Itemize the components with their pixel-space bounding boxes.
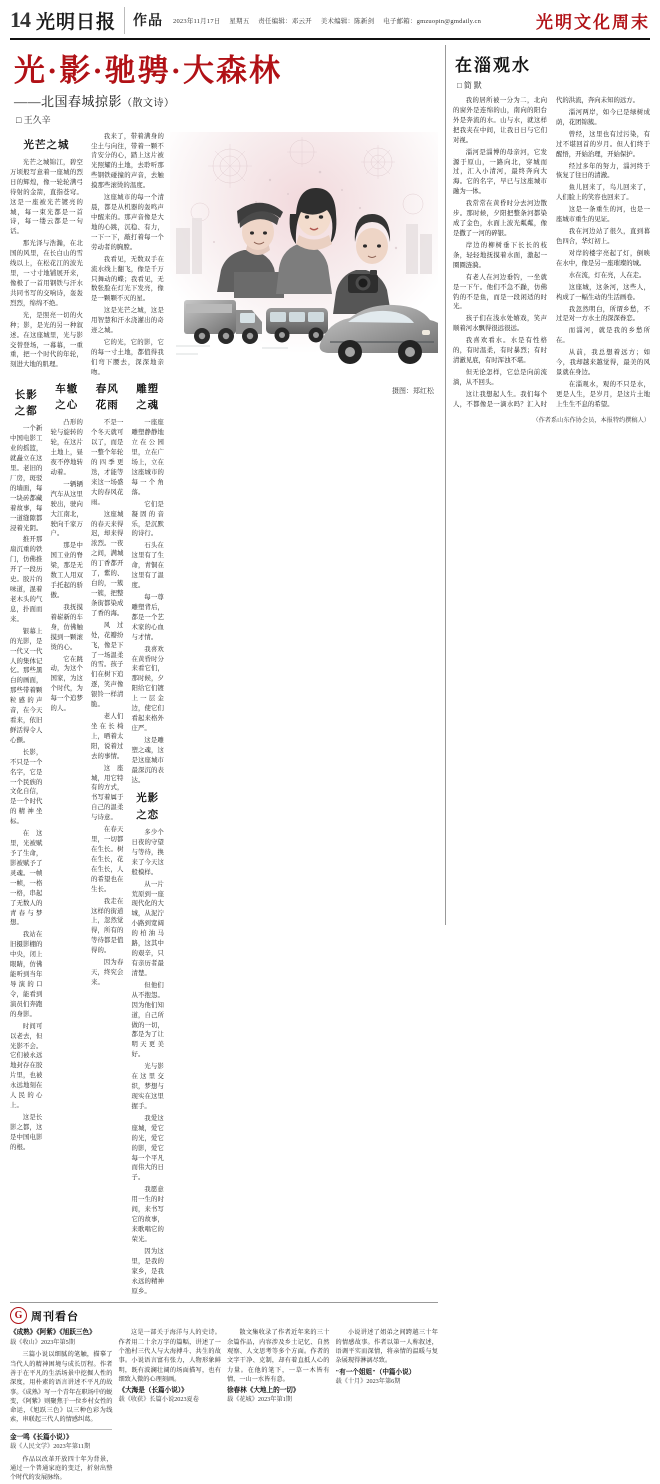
paragraph: 这座城，用它特有的方式，书写着属于自己的温柔与诗意。 bbox=[90, 764, 124, 822]
masthead bbox=[10, 6, 650, 40]
paragraph: 石头在这里有了生命，青铜在这里有了温度。 bbox=[131, 542, 164, 590]
book-title[interactable]: 徐春林《大地上的一切》 bbox=[226, 1387, 300, 1395]
paragraph: 它在跳动，为这个国家，为这个时代，为每一个追梦的人。 bbox=[50, 655, 83, 713]
paper-name: 光明日报 bbox=[36, 7, 125, 34]
book-desc bbox=[335, 1328, 437, 1365]
paragraph: 那光泽与浩瀚，在北国的风里，在长白山的雪线以上，在松花江的波光里，一寸寸地铺展开来，像极了一首用钢铁与汗水共同书写的交响诗，轰轰烈烈，绵绵不绝。 bbox=[10, 240, 83, 307]
paragraph: 时间可以老去，但光影不会。它们被永远地封存在胶片里，也被永远地刻在人民的心上。 bbox=[10, 1022, 43, 1110]
book-column bbox=[335, 1328, 437, 1484]
paragraph: 多少个日夜的守望与等待，换来了今天这般模样。 bbox=[131, 829, 164, 876]
weekday: 星期五 bbox=[229, 17, 250, 25]
g-logo-icon: G bbox=[10, 1307, 27, 1324]
paragraph: 我走在这样的街道上，忽然觉得，所有的等待都是值得的。 bbox=[90, 897, 124, 955]
section-block-2 bbox=[50, 382, 82, 714]
subsection-title-4: 雕塑之魂 bbox=[136, 383, 160, 412]
book-column bbox=[10, 1328, 112, 1484]
right-column bbox=[446, 45, 650, 925]
article-genre: （散文诗） bbox=[122, 97, 175, 109]
paragraph: 银幕上的光影，是一代又一代人的集体记忆。那些黑白的画面，那些带着颗粒感的声音，在今天看来，依旧鲜活得令人心颤。 bbox=[10, 627, 43, 744]
book-meta: 载《十月》2023年第6期 bbox=[335, 1377, 401, 1385]
subhead-text: ——北国春城掠影 bbox=[14, 93, 123, 109]
paragraph: 我在河边站了很久，直到暮色四合，华灯初上。 bbox=[555, 228, 650, 245]
paragraph: 光与影在这里交织，梦想与现实在这里握手。 bbox=[131, 1063, 164, 1110]
paragraph: 从前，我总想着远方；如今，我却越来越觉得，最美的风景就在身边。 bbox=[555, 349, 650, 377]
divider bbox=[10, 1429, 112, 1430]
paragraph: 我来了，带着满身的尘土与向往，带着一颗不肯安分的心，踏上这片被光照耀的土地，去聆听那些钢铁碰撞的声音，去触摸那些滚烫的温度。 bbox=[90, 132, 164, 190]
subsection-title-5: 光影之恋 bbox=[136, 793, 160, 821]
section-block-3 bbox=[91, 382, 123, 988]
paragraph: 这是雕塑之魂，这是这座城市最深沉的表达。 bbox=[131, 736, 164, 784]
section-label: 作品 bbox=[133, 14, 164, 29]
paragraph: 它的光，它的影，它的每一寸土地，都值得我们弯下腰去，深深地亲吻。 bbox=[90, 339, 164, 376]
paragraph: 我站在旧摄影棚的中央，闭上眼睛，仿佛能听到当年导演的口令，能看到演员们奔跑的身影。 bbox=[10, 931, 43, 1018]
paragraph: 这座城市的每一个清晨，都是从机器的轰鸣声中醒来的。那声音像是大地的心跳，沉稳、有力，一下一下，敲打着每一个劳动者的胸膛。 bbox=[90, 194, 164, 251]
paragraph: 长影，不只是一个名字，它是一个民族的文化自信，是一个时代的精神坐标。 bbox=[10, 748, 43, 826]
paragraph: 推开那扇沉重的铁门，仿佛推开了一段历史。胶片的味道，混着老木头的气息，扑面而来。 bbox=[10, 536, 43, 623]
book-title[interactable]: 《成熟》《阿紫》《旭跃三色》 bbox=[10, 1329, 96, 1337]
paragraph: 这是长影之都，这是中国电影的根。 bbox=[10, 1113, 43, 1151]
paragraph: 淄河两岸，如今已是绿树成荫，花团锦簇。 bbox=[555, 108, 650, 126]
paragraph: 凸形的轮与旋转的轮，在这片土地上，昼夜不停地转动着。 bbox=[50, 419, 83, 476]
weekly-recommend-label: 周刊看台 bbox=[31, 1310, 79, 1323]
subsection-title-3: 春风花雨 bbox=[95, 383, 119, 412]
book-meta: 载《收获》长篇小说2023夏卷 bbox=[118, 1396, 199, 1404]
paragraph: 但他们从不抱怨。因为他们知道，自己所做的一切，都是为了让明天更美好。 bbox=[131, 981, 164, 1059]
book-meta: 载《人民文学》2023年第11期 bbox=[10, 1442, 91, 1450]
paragraph: 一个新中国电影工业的摇篮，就矗立在这里。老旧的厂房，斑驳的墙面，每一块砖都藏着故事，每一道缝隙都浸着光阴。 bbox=[10, 425, 43, 532]
art-editor: 美术编辑：陈新剑 bbox=[320, 17, 375, 25]
paragraph: 孩子们在浅水处嬉戏，笑声顺着河水飘得很远很远。 bbox=[452, 315, 547, 333]
illustration-wrap bbox=[170, 132, 438, 400]
page-number: 14 bbox=[10, 7, 30, 32]
paragraph: 一辆辆汽车从这里驶出，驶向大江南北，驶向千家万户。 bbox=[50, 480, 83, 538]
weekly-recommend-block bbox=[10, 1302, 438, 1484]
paragraph: 这是一条重生的河，也是一座城市重生的见证。 bbox=[555, 206, 650, 224]
paragraph: 我愿意用一生的时间，来书写它的故事，来歌唱它的荣光。 bbox=[131, 1186, 164, 1243]
paragraph: 因为这里，是我的家乡，是我永远的精神原乡。 bbox=[131, 1247, 164, 1295]
paragraph: 我爱这座城，爱它的光，爱它的影，爱它每一个平凡而伟大的日子。 bbox=[131, 1114, 164, 1182]
right-article-sign: （作者系山东作协会员，本报特约撰稿人） bbox=[532, 416, 650, 424]
paragraph: 老人们坐在长椅上，晒着太阳，说着过去的事情。 bbox=[90, 713, 124, 760]
book-desc bbox=[118, 1328, 220, 1384]
paragraph: 水在流，灯在亮，人在走。 bbox=[568, 271, 646, 279]
paragraph: 因为春天，终究会来。 bbox=[90, 959, 124, 986]
book-desc bbox=[10, 1350, 112, 1424]
book-column bbox=[118, 1328, 220, 1484]
paragraph: 光，是照亮一切的火种；影，是光的另一种叙述。在这座城里，光与影交替登场，一幕幕，一重重，把一个时代的年轮，刻进大地的肌理。 bbox=[10, 311, 83, 369]
paragraph: 散文集收录了作者近年来的三十余篇作品，内容涉及乡土记忆、自然观察、人文思考等多个方面。作者的文字干净、克制，却有着直抵人心的力量。在他的笔下，一草一木皆有情，一山一水皆有意。 bbox=[226, 1329, 330, 1383]
book-column bbox=[227, 1328, 329, 1484]
paragraph: 淄河是淄博的母亲河，它发源于原山，一路向北，穿城而过，汇入小清河，最终奔向大海。它的名字，早已与这座城市融为一体。 bbox=[452, 148, 547, 196]
article-byline: □ 王久辛 bbox=[16, 114, 51, 125]
article-body-top bbox=[10, 132, 164, 378]
left-column bbox=[10, 45, 446, 1482]
subsection-title-0: 光芒之城 bbox=[23, 139, 70, 151]
page-title: 光·影·驰骋·大森林 bbox=[14, 53, 283, 88]
paragraph: 不是一个冬天就可以了，而是一整个年轮的四季更迭，才能等来这一场盛大的春风花雨。 bbox=[90, 419, 124, 506]
paragraph: 每一尊雕塑背后，都是一个艺术家的心血与才情。 bbox=[131, 593, 164, 641]
paragraph: 它们是凝固的音乐，是沉默的诗行。 bbox=[131, 500, 164, 538]
paragraph: 光芒之城锦江，碧空万顷般写意着一座城的烈日的辉煌，像一轮轮满弓待射的金箭，直指苍穹。这是一座被光芒镀亮的城，每一束光都是一首诗，每一缕云都是一句话。 bbox=[10, 158, 83, 236]
paragraph: 在淄观水，观的不只是水，更是人生，是岁月，是这片土地上生生不息的希望。 bbox=[555, 380, 650, 408]
book-meta: 载《花城》2023年第1期 bbox=[226, 1396, 292, 1404]
article-subhead bbox=[14, 91, 438, 110]
paragraph: 小说讲述了姐弟之间跨越三十年的情感故事。作者以第一人称叙述，语调平实而深情，将亲情的温暖与复杂展现得淋漓尽致。 bbox=[335, 1329, 438, 1365]
paragraph: 这座城的春天来得迟，却来得浓烈。一夜之间，满城的丁香都开了，紫的、白的，一簇一簇，把整条街都染成了香的海。 bbox=[90, 510, 124, 617]
paragraph: 从一片荒原到一座现代化的大城，从泥泞小路到宽阔的柏油马路，这其中的艰辛，只有亲历者最清楚。 bbox=[131, 880, 164, 977]
paragraph: 三篇小说以细腻的笔触，描摹了当代人的精神困境与成长历程。作者善于在平凡的生活场景中挖掘人性的深度，用朴素的语言讲述不平凡的故事。《成熟》写一个青年在职场中的蜕变，《阿紫》则聚焦于一位乡村女性的命运，《旭跃三色》以三种色彩为线索，串联起三代人的情感纠葛。 bbox=[10, 1351, 113, 1424]
paragraph: 有老人在河边垂钓，一坐就是一下午。他们不急不躁，仿佛钓的不是鱼，而是一段闲适的时光。 bbox=[452, 273, 547, 311]
paragraph: 我喜欢在黄昏时分来看它们，那时候，夕阳给它们镀上一层金边，使它们看起来格外庄严。 bbox=[131, 645, 164, 732]
paragraph: 在春天里，一切都在生长。树在生长，花在生长，人的希望也在生长。 bbox=[90, 826, 124, 893]
paragraph: 这让我想起人生。我们每个人，不都像是一滴水吗？汇入时代的洪流，奔向未知的远方。 bbox=[452, 97, 640, 408]
paragraph: 这座城，这条河，这些人，构成了一幅生动的生活画卷。 bbox=[555, 283, 650, 301]
email: 电子邮箱：gmzuopin@gmdaily.cn bbox=[383, 17, 482, 25]
paragraph: 我看见，无数双手在流水线上翻飞，像是千万只舞动的蝶；我看见，无数张脸在灯光下发亮，像是一颗颗不灭的星。 bbox=[90, 255, 164, 303]
paragraph: 一座座雕塑静静地立在公园里，立在广场上，立在这座城市的每一个角落。 bbox=[131, 419, 164, 496]
paragraph: 我忽然明白，所谓乡愁，不过是对一方水土的深深眷恋。 bbox=[555, 305, 650, 323]
book-title[interactable]: 《大海是（长篇小说）》 bbox=[118, 1387, 188, 1395]
book-meta: 载《收山》2023年第5期 bbox=[10, 1338, 75, 1346]
paragraph: 这是光芒之城，这是用智慧和汗水浇灌出的奇迹之城。 bbox=[90, 307, 164, 335]
photo-credit: 摄图：郑红松 bbox=[391, 386, 434, 395]
subsection-title-2: 车辙之心 bbox=[55, 383, 79, 412]
paragraph: 在这里，光被赋予了生命，影被赋予了灵魂。一帧一帧，一格一格，串起了无数人的青春与梦想。 bbox=[10, 830, 43, 927]
paragraph: 曾经，这里也有过污染，有过不堪回首的岁月。但人们终于醒悟，开始治理，开始保护。 bbox=[555, 130, 650, 158]
paragraph: 我抚摸着崭新的车身，仿佛触摸到一颗滚烫的心。 bbox=[50, 603, 83, 651]
right-article-byline: □ 简 默 bbox=[456, 81, 482, 90]
book-title[interactable]: "有一个姐姐"（中篇小说） bbox=[335, 1368, 416, 1376]
book-title[interactable]: 金一鸣《长篇小说）》 bbox=[10, 1433, 73, 1441]
section-block-1 bbox=[10, 388, 42, 1153]
page-content bbox=[10, 45, 650, 1482]
article-body-main bbox=[10, 382, 164, 1297]
subsection-title-1: 长影之都 bbox=[14, 389, 38, 418]
publish-date: 2023年11月17日 bbox=[173, 17, 221, 25]
paragraph: 作品以改革开放四十年为背景，通过一个普通家庭的变迁，折射出整个时代的发展脉络。 bbox=[10, 1455, 113, 1482]
weekly-recommend-header bbox=[10, 1307, 438, 1324]
paragraph: 经过多年的努力，淄河终于恢复了往日的清澈。 bbox=[555, 162, 650, 180]
weekly-section-title: 光明文化周末 bbox=[536, 12, 650, 32]
paragraph: 风过处，花瓣纷飞，像是下了一场温柔的雪。孩子们在树下追逐，笑声像银铃一样清脆。 bbox=[90, 621, 124, 709]
book-desc bbox=[227, 1328, 329, 1384]
book-desc bbox=[10, 1455, 112, 1483]
paragraph: 而淄河，就是我的乡愁所在。 bbox=[555, 327, 650, 345]
right-article-title: 在淄观水 bbox=[454, 56, 531, 75]
book-list bbox=[10, 1328, 438, 1484]
paragraph: 但无论怎样，它总是向前流淌，从不回头。 bbox=[452, 368, 547, 386]
article-illustration bbox=[170, 132, 438, 384]
paragraph: 我的居所被一分为二，北向的窗外是连绵的山，南向的阳台外是奔流的水。山与水，就这样把我夹在中间，让我日日与它们对视。 bbox=[452, 97, 547, 144]
paragraph: 那是中国工业的脊梁，那是无数工人用双手托起的骄傲。 bbox=[50, 542, 83, 599]
masthead-meta bbox=[173, 16, 528, 25]
paragraph: 这是一部关于海洋与人的史诗。作者用二十余万字的篇幅，讲述了一个渔村三代人与大海搏斗、共生的故事。小说语言富有张力，人物形象鲜明，既有波澜壮阔的场面描写，也有细致入微的心理刻画。 bbox=[118, 1329, 221, 1383]
paragraph: 对岸的楼宇亮起了灯，倒映在水中，像是另一座璀璨的城。 bbox=[555, 249, 650, 267]
paragraph: 我常常在黄昏时分去河边散步。那时候，夕阳把整条河都染成了金色，水面上波光粼粼，像是撒了一河的碎银。 bbox=[452, 200, 547, 237]
paragraph: 我喜欢看水。水是有性格的，有时温柔，有时暴烈；有时清澈见底，有时浑浊不堪。 bbox=[452, 337, 547, 365]
section-block-4 bbox=[131, 382, 163, 1297]
editor: 责任编辑：邓云开 bbox=[258, 17, 312, 25]
paragraph: 鱼儿回来了，鸟儿回来了，人们脸上的笑容也回来了。 bbox=[555, 184, 650, 202]
right-article-body bbox=[453, 96, 650, 412]
illustration-svg bbox=[170, 132, 438, 384]
paragraph: 岸边的柳树垂下长长的枝条，轻轻地抚摸着水面，激起一圈圈涟漪。 bbox=[452, 241, 547, 269]
